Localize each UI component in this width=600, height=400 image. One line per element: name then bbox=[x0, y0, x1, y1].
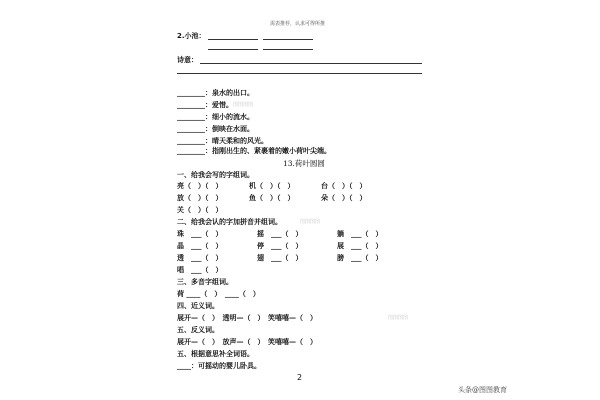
definition-text: ：泉水的出口。 bbox=[205, 89, 254, 97]
blank[interactable]: ________ bbox=[177, 101, 205, 109]
word-item[interactable]: 停 ___（ ） bbox=[257, 242, 303, 250]
blank[interactable]: ________ bbox=[177, 147, 205, 155]
word-item[interactable]: 展 ___（ ） bbox=[337, 242, 383, 250]
watermark: 图图图图 bbox=[233, 102, 254, 108]
exercise-row bbox=[177, 241, 383, 251]
exercise-row[interactable]: ____：可摇动的婴儿卧具。 bbox=[177, 362, 261, 370]
section-heading: 四、近义词。 bbox=[177, 302, 219, 310]
exercise-row bbox=[177, 265, 223, 275]
exercise-row[interactable]: 展开—（ ） 透明—（ ） 笑嘻嘻—（ ） bbox=[177, 314, 317, 322]
word-item[interactable]: 鱼（ ）（ ） bbox=[249, 194, 295, 202]
exercise-row bbox=[177, 193, 367, 203]
definition-item bbox=[177, 136, 268, 146]
section-heading: 五、反义词。 bbox=[177, 326, 219, 334]
section-heading: 二、给我会认的字加拼音并组词。 bbox=[177, 218, 282, 226]
word-item[interactable]: 台（ ）（ ） bbox=[321, 182, 367, 190]
definition-item bbox=[177, 88, 254, 98]
word-item[interactable]: 机（ ）（ ） bbox=[249, 182, 295, 190]
poem-label: 2.小池： bbox=[177, 32, 206, 40]
word-item[interactable]: 摇 ___（ ） bbox=[257, 230, 303, 238]
section-heading: 五、根据意思补全词语。 bbox=[177, 350, 254, 358]
watermark: 图图图图 bbox=[300, 219, 321, 225]
section-heading: 三、多音字组词。 bbox=[177, 278, 233, 286]
blank[interactable]: ________ bbox=[177, 89, 205, 97]
exercise-row bbox=[177, 205, 223, 215]
word-item[interactable]: 膀 ___（ ） bbox=[337, 254, 383, 262]
word-item[interactable]: 关（ ）（ ） bbox=[177, 206, 223, 214]
definition-item bbox=[177, 124, 254, 134]
definition-text: ：指刚出生的、紧裹着的嫩小荷叶尖端。 bbox=[205, 147, 331, 155]
section-heading: 一、给我会写的字组词。 bbox=[177, 171, 254, 179]
exercise-row[interactable]: 荷 ____（ ） ____（ ） bbox=[177, 290, 260, 298]
blank[interactable]: ________ bbox=[177, 137, 205, 145]
meaning-label: 诗意： bbox=[177, 56, 198, 64]
definition-text: ：晴天柔和的风光。 bbox=[205, 137, 268, 145]
word-item[interactable]: 亮（ ）（ ） bbox=[177, 182, 223, 190]
word-item[interactable]: 放（ ）（ ） bbox=[177, 194, 223, 202]
word-item[interactable]: 珠 ___（ ） bbox=[177, 230, 223, 238]
exercise-row bbox=[177, 181, 367, 191]
answer-line[interactable] bbox=[208, 39, 258, 40]
word-item[interactable]: 翅 ___（ ） bbox=[257, 254, 303, 262]
answer-line[interactable] bbox=[263, 39, 313, 40]
exercise-row bbox=[177, 229, 383, 239]
header-note: 需表推荐，认求可得所推 bbox=[270, 21, 326, 27]
definition-text: ：爱惜。 bbox=[205, 101, 233, 109]
answer-line[interactable] bbox=[177, 73, 422, 74]
definition-text: ：细小的流水。 bbox=[205, 113, 254, 121]
word-item[interactable]: 朵（ ）（ ） bbox=[321, 194, 367, 202]
page-number: 2 bbox=[297, 373, 303, 382]
watermark: 图图图图 bbox=[388, 315, 409, 321]
definition-item bbox=[177, 146, 331, 156]
definition-item bbox=[177, 100, 233, 110]
answer-line[interactable] bbox=[263, 49, 313, 50]
lesson-title: 13.荷叶圆圆 bbox=[283, 159, 325, 168]
blank[interactable]: ________ bbox=[177, 113, 205, 121]
word-item[interactable]: 晶 ___（ ） bbox=[177, 242, 223, 250]
word-item[interactable]: 唱 ___（ ） bbox=[177, 266, 223, 274]
exercise-row[interactable]: 展开—（ ） 放声—（ ） 笑嘻嘻—（ ） bbox=[177, 338, 317, 346]
answer-line[interactable] bbox=[208, 49, 258, 50]
word-item[interactable]: 躺 ___（ ） bbox=[337, 230, 383, 238]
logo: 头条@图图教育 bbox=[458, 386, 507, 394]
answer-line[interactable] bbox=[200, 63, 422, 64]
exercise-row bbox=[177, 253, 383, 263]
word-item[interactable]: 透 ___（ ） bbox=[177, 254, 223, 262]
definition-item bbox=[177, 112, 254, 122]
blank[interactable]: ________ bbox=[177, 125, 205, 133]
definition-text: ：倒映在水面。 bbox=[205, 125, 254, 133]
